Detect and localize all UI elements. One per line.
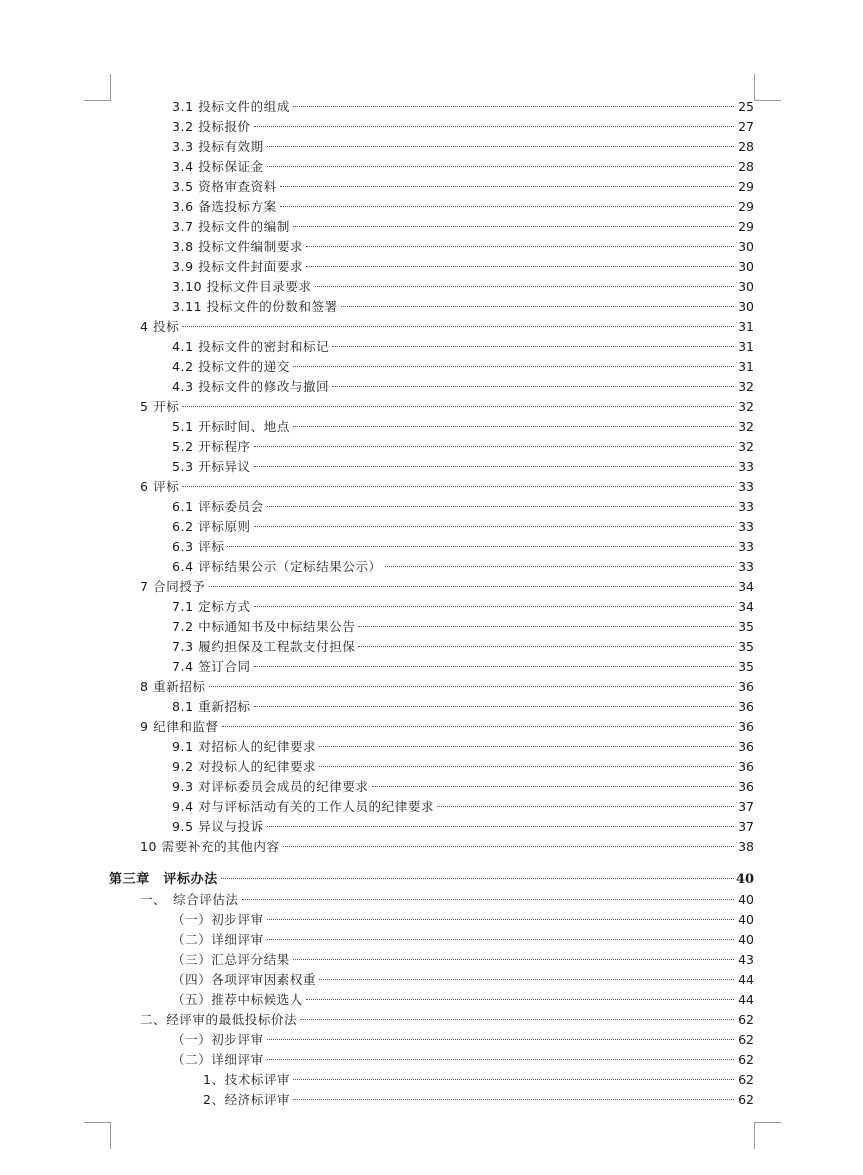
toc-dot-leader: [293, 226, 734, 227]
toc-dot-leader: [254, 666, 734, 667]
toc-entry[interactable]: [172, 990, 754, 1010]
toc-dot-leader: [209, 686, 734, 687]
toc-entry-title: 5.2 开标程序: [172, 439, 251, 454]
toc-dot-leader: [385, 566, 734, 567]
toc-entry-title: 3.7 投标文件的编制: [172, 219, 290, 234]
toc-dot-leader: [306, 999, 734, 1000]
toc-dot-leader: [315, 286, 734, 287]
toc-page-number: 33: [738, 559, 754, 574]
toc-entry[interactable]: [172, 777, 754, 797]
toc-entry-title: 3.8 投标文件编制要求: [172, 239, 304, 254]
toc-entry-title: 4.1 投标文件的密封和标记: [172, 339, 330, 354]
toc-entry-title: 7 合同授予: [140, 579, 206, 594]
toc-entry-title: 6.3 评标: [172, 539, 225, 554]
toc-entry-title: 6.1 评标委员会: [172, 499, 264, 514]
toc-entry[interactable]: [172, 537, 754, 557]
toc-entry[interactable]: [172, 177, 754, 197]
toc-dot-leader: [341, 306, 734, 307]
toc-page-number: 38: [738, 839, 754, 854]
toc-entry-title: （一）初步评审: [172, 1032, 264, 1047]
toc-entry[interactable]: [172, 817, 754, 837]
toc-entry[interactable]: [172, 637, 754, 657]
toc-page-number: 36: [738, 679, 754, 694]
toc-dot-leader: [267, 1059, 734, 1060]
toc-entry-title: 8 重新招标: [140, 679, 206, 694]
toc-dot-leader: [280, 186, 734, 187]
toc-entry[interactable]: [140, 397, 754, 417]
toc-page-number: 35: [738, 619, 754, 634]
toc-page-number: 36: [738, 719, 754, 734]
toc-dot-leader: [306, 266, 734, 267]
toc-dot-leader: [254, 446, 734, 447]
toc-dot-leader: [267, 166, 734, 167]
toc-entry-title: 9.3 对评标委员会成员的纪律要求: [172, 779, 369, 794]
toc-page-number: 36: [738, 739, 754, 754]
toc-entry-title: （一）初步评审: [172, 912, 264, 927]
toc-dot-leader: [182, 326, 734, 327]
toc-entry-title: 一、 综合评估法: [140, 892, 239, 907]
toc-entry-title: 4 投标: [140, 319, 180, 334]
toc-entry-title: 3.4 投标保证金: [172, 159, 264, 174]
toc-entry[interactable]: [172, 117, 754, 137]
toc-entry[interactable]: [172, 137, 754, 157]
toc-page-number: 30: [738, 259, 754, 274]
toc-entry-title: 9.4 对与评标活动有关的工作人员的纪律要求: [172, 799, 435, 814]
toc-entry-title: 7.1 定标方式: [172, 599, 251, 614]
toc-entry[interactable]: [172, 357, 754, 377]
toc-dot-leader: [267, 1039, 734, 1040]
toc-entry-title: 3.3 投标有效期: [172, 139, 264, 154]
toc-entry-title: 2、经济标评审: [203, 1092, 291, 1107]
toc-entry-title: 5 开标: [140, 399, 180, 414]
toc-page-number: 33: [738, 479, 754, 494]
toc-dot-leader: [242, 899, 734, 900]
toc-page-number: 44: [738, 992, 754, 1007]
toc-chapter-entry[interactable]: [109, 870, 754, 890]
toc-page-number: 33: [738, 459, 754, 474]
toc-dot-leader: [254, 466, 734, 467]
toc-page-number: 35: [738, 639, 754, 654]
toc-page-number: 62: [738, 1032, 754, 1047]
toc-entry-title: 9.5 异议与投诉: [172, 819, 264, 834]
toc-entry-title: 3.10 投标文件目录要求: [172, 279, 312, 294]
toc-entry[interactable]: [172, 557, 754, 577]
toc-entry-title: 5.1 开标时间、地点: [172, 419, 290, 434]
toc-entry-title: 7.2 中标通知书及中标结果公告: [172, 619, 356, 634]
toc-dot-leader: [293, 1079, 734, 1080]
toc-page-number: 29: [738, 199, 754, 214]
toc-dot-leader: [293, 366, 734, 367]
toc-entry-title: （四）各项评审因素权重: [172, 972, 317, 987]
toc-page-number: 35: [738, 659, 754, 674]
toc-entry[interactable]: [140, 1010, 754, 1030]
toc-entry-title: 3.9 投标文件封面要求: [172, 259, 304, 274]
toc-entry[interactable]: [172, 797, 754, 817]
toc-page-number: 33: [738, 519, 754, 534]
toc-entry-title: 5.3 开标异议: [172, 459, 251, 474]
toc-page-number: 31: [738, 359, 754, 374]
toc-dot-leader: [182, 406, 734, 407]
toc-page-number: 33: [738, 539, 754, 554]
toc-dot-leader: [267, 826, 734, 827]
toc-dot-leader: [358, 626, 734, 627]
toc-page-number: 40: [738, 912, 754, 927]
toc-entry[interactable]: [140, 677, 754, 697]
toc-entry[interactable]: [172, 197, 754, 217]
toc-entry-title: 8.1 重新招标: [172, 699, 251, 714]
toc-entry[interactable]: [172, 930, 754, 950]
crop-mark-bottom-right: [754, 1122, 781, 1149]
toc-entry-title: 6.4 评标结果公示（定标结果公示）: [172, 559, 382, 574]
toc-entry-title: 3.1 投标文件的组成: [172, 99, 290, 114]
toc-page-number: 43: [738, 952, 754, 967]
toc-page-number: 25: [738, 99, 754, 114]
toc-dot-leader: [222, 726, 734, 727]
toc-entry[interactable]: [172, 377, 754, 397]
toc-entry[interactable]: [172, 597, 754, 617]
toc-dot-leader: [293, 959, 734, 960]
toc-page-number: 33: [738, 499, 754, 514]
toc-page-number: 62: [738, 1092, 754, 1107]
toc-entry[interactable]: [140, 317, 754, 337]
toc-entry[interactable]: [140, 717, 754, 737]
toc-page-number: 27: [738, 119, 754, 134]
toc-entry[interactable]: [172, 657, 754, 677]
toc-dot-leader: [306, 246, 734, 247]
toc-entry[interactable]: [172, 437, 754, 457]
toc-page-number: 36: [738, 779, 754, 794]
toc-page-number: 44: [738, 972, 754, 987]
toc-dot-leader: [280, 206, 734, 207]
toc-entry[interactable]: [172, 617, 754, 637]
toc-dot-leader: [267, 506, 734, 507]
toc-entry-title: 第三章 评标办法: [109, 872, 218, 887]
toc-page-number: 30: [738, 279, 754, 294]
toc-dot-leader: [267, 939, 734, 940]
toc-entry[interactable]: [172, 910, 754, 930]
crop-mark-top-right: [754, 74, 781, 101]
toc-dot-leader: [332, 346, 734, 347]
toc-entry-title: 10 需要补充的其他内容: [140, 839, 280, 854]
toc-entry[interactable]: [172, 1050, 754, 1070]
toc-entry-title: 6 评标: [140, 479, 180, 494]
toc-entry-title: 4.2 投标文件的递交: [172, 359, 290, 374]
toc-entry[interactable]: [172, 757, 754, 777]
toc-entry[interactable]: [172, 457, 754, 477]
toc-dot-leader: [300, 1019, 734, 1020]
toc-entry-title: 9.2 对投标人的纪律要求: [172, 759, 317, 774]
toc-entry-title: 6.2 评标原则: [172, 519, 251, 534]
toc-dot-leader: [182, 486, 734, 487]
toc-entry[interactable]: [172, 517, 754, 537]
toc-entry[interactable]: [172, 697, 754, 717]
toc-entry-title: （二）详细评审: [172, 932, 264, 947]
toc-entry[interactable]: [140, 577, 754, 597]
toc-dot-leader: [254, 706, 734, 707]
toc-entry[interactable]: [172, 277, 754, 297]
toc-page-number: 32: [738, 439, 754, 454]
toc-entry[interactable]: [172, 497, 754, 517]
toc-entry-title: 4.3 投标文件的修改与撤回: [172, 379, 330, 394]
toc-entry[interactable]: [172, 417, 754, 437]
toc-page-number: 62: [738, 1052, 754, 1067]
toc-entry-title: 二、经评审的最低投标价法: [140, 1012, 298, 1027]
toc-dot-leader: [332, 386, 734, 387]
toc-entry-title: 3.5 资格审查资料: [172, 179, 277, 194]
toc-entry[interactable]: [140, 890, 754, 910]
toc-dot-leader: [221, 878, 734, 879]
toc-page-number: 32: [738, 419, 754, 434]
toc-page-number: 62: [738, 1072, 754, 1087]
toc-dot-leader: [437, 806, 734, 807]
toc-page-number: 29: [738, 219, 754, 234]
toc-entry-title: 3.2 投标报价: [172, 119, 251, 134]
toc-entry-title: 9.1 对招标人的纪律要求: [172, 739, 317, 754]
toc-page-number: 36: [738, 699, 754, 714]
toc-dot-leader: [267, 146, 734, 147]
toc-dot-leader: [372, 786, 734, 787]
toc-page-number: 37: [738, 799, 754, 814]
toc-page-number: 29: [738, 179, 754, 194]
toc-dot-leader: [283, 846, 734, 847]
toc-page-number: 37: [738, 819, 754, 834]
toc-dot-leader: [254, 126, 734, 127]
toc-entry[interactable]: [172, 97, 754, 117]
toc-dot-leader: [319, 746, 734, 747]
toc-page-number: 62: [738, 1012, 754, 1027]
toc-page-number: 34: [738, 599, 754, 614]
toc-page-number: 32: [738, 379, 754, 394]
toc-page-number: 31: [738, 319, 754, 334]
toc-page-number: 30: [738, 299, 754, 314]
toc-dot-leader: [209, 586, 734, 587]
toc-page-number: 34: [738, 579, 754, 594]
toc-dot-leader: [267, 919, 734, 920]
toc-entry[interactable]: [172, 737, 754, 757]
toc-entry-title: （五）推荐中标候选人: [172, 992, 304, 1007]
toc-entry-title: 3.6 备选投标方案: [172, 199, 277, 214]
toc-dot-leader: [293, 426, 734, 427]
toc-page-number: 36: [738, 759, 754, 774]
toc-dot-leader: [254, 606, 734, 607]
toc-entry-title: 7.4 签订合同: [172, 659, 251, 674]
toc-dot-leader: [293, 106, 734, 107]
toc-page-number: 40: [738, 892, 754, 907]
toc-entry[interactable]: [172, 237, 754, 257]
toc-entry-title: （二）详细评审: [172, 1052, 264, 1067]
crop-mark-top-left: [84, 74, 111, 101]
toc-entry[interactable]: [172, 950, 754, 970]
toc-dot-leader: [319, 979, 734, 980]
toc-page-number: 30: [738, 239, 754, 254]
toc-entry[interactable]: [140, 477, 754, 497]
toc-dot-leader: [254, 526, 734, 527]
toc-page-number: 32: [738, 399, 754, 414]
toc-entry[interactable]: [172, 970, 754, 990]
toc-page-number: 28: [738, 159, 754, 174]
toc-entry[interactable]: [172, 1030, 754, 1050]
toc-dot-leader: [293, 1099, 734, 1100]
toc-entry-title: 1、技术标评审: [203, 1072, 291, 1087]
toc-dot-leader: [227, 546, 734, 547]
toc-page-number: 28: [738, 139, 754, 154]
toc-entry[interactable]: [172, 297, 754, 317]
toc-entry[interactable]: [172, 157, 754, 177]
toc-entry-title: 9 纪律和监督: [140, 719, 219, 734]
toc-entry-title: 3.11 投标文件的份数和签署: [172, 299, 338, 314]
toc-entry[interactable]: [203, 1090, 754, 1110]
toc-entry[interactable]: [203, 1070, 754, 1090]
toc-entry[interactable]: [172, 257, 754, 277]
toc-page-number: 40: [736, 872, 755, 887]
toc-entry[interactable]: [140, 837, 754, 857]
toc-entry-title: （三）汇总评分结果: [172, 952, 290, 967]
toc-page-number: 31: [738, 339, 754, 354]
toc-dot-leader: [319, 766, 734, 767]
toc-entry[interactable]: [172, 337, 754, 357]
toc-entry[interactable]: [172, 217, 754, 237]
crop-mark-bottom-left: [84, 1122, 111, 1149]
toc-page-number: 40: [738, 932, 754, 947]
toc-dot-leader: [358, 646, 734, 647]
toc-entry-title: 7.3 履约担保及工程款支付担保: [172, 639, 356, 654]
